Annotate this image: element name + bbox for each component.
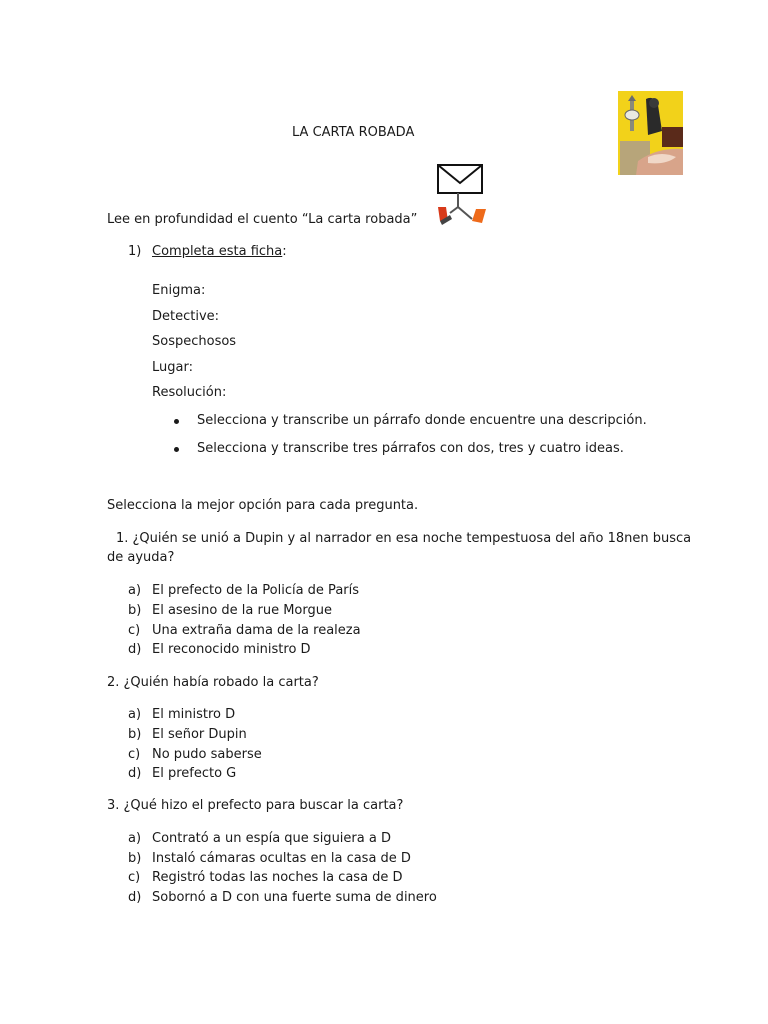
option-letter: d)	[128, 766, 142, 781]
option-text: El señor Dupin	[152, 727, 247, 742]
option-letter: a)	[128, 583, 142, 598]
section-number: 1)	[128, 244, 142, 259]
option-letter: c)	[128, 747, 141, 762]
field-label: Lugar:	[152, 360, 193, 375]
option-letter: a)	[128, 831, 142, 846]
option-text: El asesino de la rue Morgue	[152, 603, 332, 618]
question-text: 3. ¿Qué hizo el prefecto para buscar la carta?	[107, 798, 404, 813]
option-text: No pudo saberse	[152, 747, 262, 762]
instruction-text: Selecciona la mejor opción para cada pregunta.	[107, 498, 419, 513]
bullet-text: Selecciona y transcribe tres párrafos con dos, tres y cuatro ideas.	[197, 441, 624, 456]
option-letter: b)	[128, 603, 142, 618]
option-letter: b)	[128, 851, 142, 866]
option-letter: c)	[128, 623, 141, 638]
option-text: El reconocido ministro D	[152, 642, 311, 657]
option-letter: b)	[128, 727, 142, 742]
option-text: Contrató a un espía que siguiera a D	[152, 831, 391, 846]
option-text: El prefecto G	[152, 766, 237, 781]
bullet-icon	[174, 447, 179, 452]
option-letter: c)	[128, 870, 141, 885]
document-title: LA CARTA ROBADA	[292, 125, 415, 140]
option-letter: d)	[128, 642, 142, 657]
option-letter: a)	[128, 707, 142, 722]
section-heading	[152, 244, 287, 259]
bullet-icon	[174, 419, 179, 424]
field-label: Resolución:	[152, 385, 227, 400]
section-heading-label: Completa esta ficha	[152, 244, 283, 259]
question-text: 2. ¿Quién había robado la carta?	[107, 675, 319, 690]
option-letter: d)	[128, 890, 142, 905]
question-text: 1. ¿Quién se unió a Dupin y al narrador en esa noche tempestuosa del año 18nen busca	[116, 531, 692, 546]
option-text: Sobornó a D con una fuerte suma de dinero	[152, 890, 437, 905]
intro-text: Lee en profundidad el cuento “La carta robada”	[107, 212, 418, 227]
section-heading-colon: :	[282, 244, 287, 259]
field-label: Sospechosos	[152, 334, 237, 349]
option-text: Instaló cámaras ocultas en la casa de D	[152, 851, 411, 866]
option-text: El prefecto de la Policía de París	[152, 583, 360, 598]
option-text: Una extraña dama de la realeza	[152, 623, 361, 638]
field-label: Enigma:	[152, 283, 206, 298]
bullet-text: Selecciona y transcribe un párrafo donde encuentre una descripción.	[197, 413, 647, 428]
field-label: Detective:	[152, 309, 220, 324]
option-text: Registró todas las noches la casa de D	[152, 870, 403, 885]
book-cover-illustration	[618, 91, 683, 175]
question-text-continued: de ayuda?	[107, 550, 175, 565]
option-text: El ministro D	[152, 707, 236, 722]
envelope-icon	[436, 163, 490, 225]
